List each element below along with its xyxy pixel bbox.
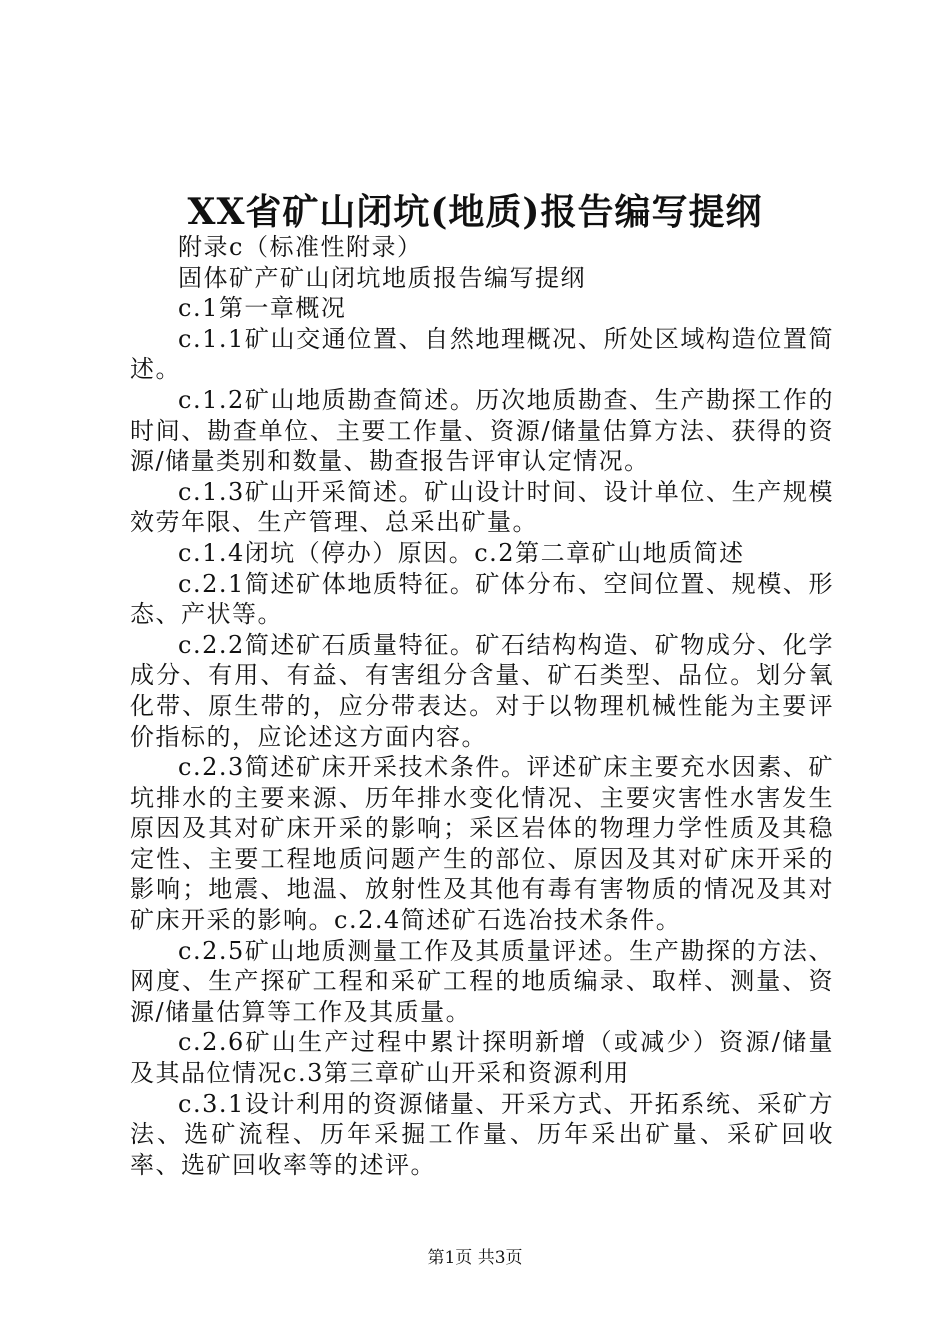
paragraph-appendix: 附录c（标准性附录） <box>178 233 423 261</box>
page-number: 第1页 共3页 <box>427 1248 523 1268</box>
paragraph-c1: c.1第一章概况 <box>178 294 347 323</box>
paragraph-c2-1: c.2.1简述矿体地质特征。矿体分布、空间位置、规模、形态、产状等。 <box>130 569 834 629</box>
paragraph-c2-3: c.2.3简述矿床开采技术条件。评述矿床主要充水因素、矿坑排水的主要来源、历年排水变化情况、主要灾害性水害发生原因及其对矿床开采的影响；采区岩体的物理力学性质及其稳定性、主要工程地质问题产生的部位、原因及其对矿床开采的影响；地震、地温、放射性及其他有毒有害物质的情况及其对矿床开采的影响。c.2.4简述矿石选冶技术条件。 <box>130 753 834 935</box>
paragraph-c1-3: c.1.3矿山开采简述。矿山设计时间、设计单位、生产规模效劳年限、生产管理、总采出矿量。 <box>130 477 834 537</box>
paragraph-c1-4: c.1.4闭坑（停办）原因。c.2第二章矿山地质简述 <box>178 538 745 567</box>
document-body <box>130 232 834 1180</box>
paragraph-c2-6: c.2.6矿山生产过程中累计探明新增（或减少）资源/储量及其品位情况c.3第三章矿山开采和资源利用 <box>130 1028 834 1088</box>
document-title: XX省矿山闭坑(地质)报告编写提纲 <box>187 191 763 233</box>
paragraph-subtitle: 固体矿产矿山闭坑地质报告编写提纲 <box>178 263 586 292</box>
paragraph-c3-1: c.3.1设计利用的资源储量、开采方式、开拓系统、采矿方法、选矿流程、历年采掘工作量、历年采出矿量、采矿回收率、选矿回收率等的述评。 <box>130 1089 834 1179</box>
paragraph-c1-1: c.1.1矿山交通位置、自然地理概况、所处区域构造位置简述。 <box>130 324 834 384</box>
paragraph-c2-2: c.2.2简述矿石质量特征。矿石结构构造、矿物成分、化学成分、有用、有益、有害组分含量、矿石类型、品位。划分氧化带、原生带的，应分带表达。对于以物理机械性能为主要评价指标的，应论述这方面内容。 <box>130 630 834 751</box>
paragraph-c1-2: c.1.2矿山地质勘查简述。历次地质勘查、生产勘探工作的时间、勘查单位、主要工作量、资源/储量估算方法、获得的资源/储量类别和数量、勘查报告评审认定情况。 <box>130 385 834 476</box>
paragraph-c2-5: c.2.5矿山地质测量工作及其质量评述。生产勘探的方法、网度、生产探矿工程和采矿工程的地质编录、取样、测量、资源/储量估算等工作及其质量。 <box>130 936 834 1026</box>
